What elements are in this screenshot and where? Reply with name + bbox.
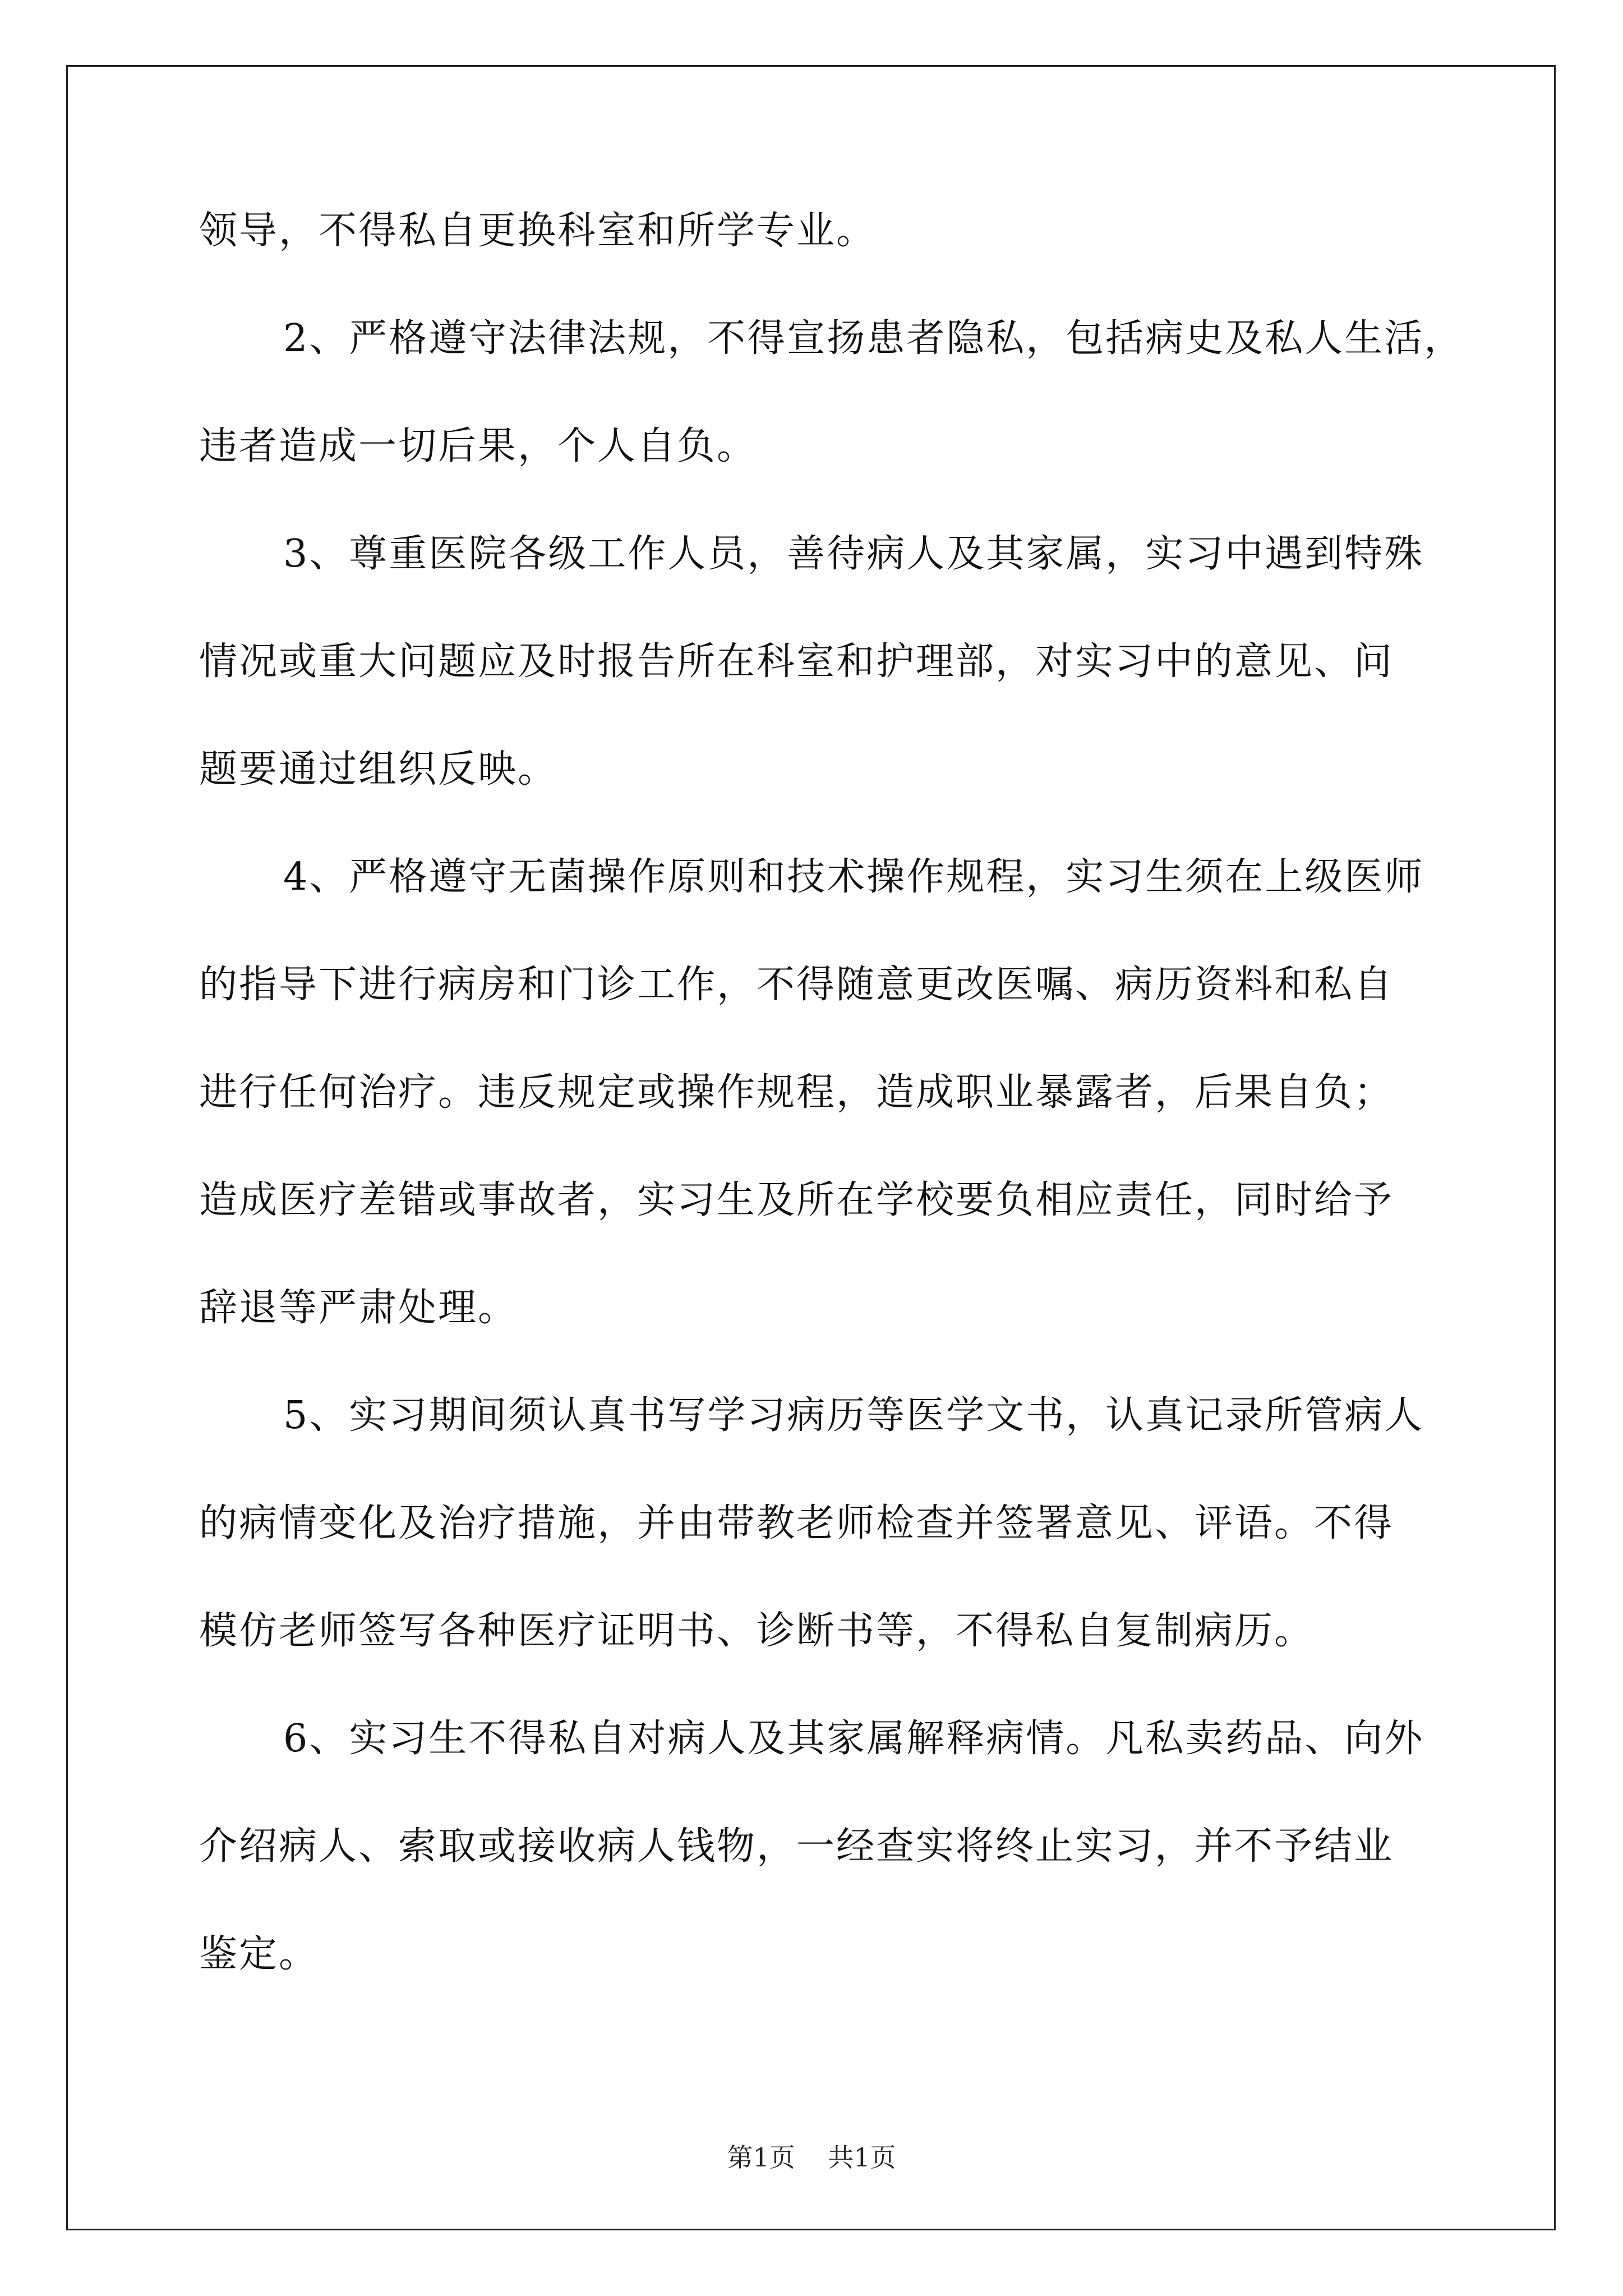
- page-frame: [66, 65, 1556, 2230]
- page-footer: [0, 2142, 1623, 2173]
- text-line: 3、尊重医院各级工作人员，善待病人及其家属，实习中遇到特殊: [283, 532, 1424, 576]
- text-line: 领导，不得私自更换科室和所学专业。: [199, 209, 877, 253]
- text-line: 6、实习生不得私自对病人及其家属解释病情。凡私卖药品、向外: [283, 1717, 1424, 1761]
- text-line: 模仿老师签写各种医疗证明书、诊断书等，不得私自复制病历。: [199, 1609, 1315, 1653]
- text-line: 4、严格遵守无菌操作原则和技术操作规程，实习生须在上级医师: [283, 855, 1424, 899]
- text-line: 2、严格遵守法律法规，不得宣扬患者隐私，包括病史及私人生活，: [283, 316, 1464, 361]
- text-line: 5、实习期间须认真书写学习病历等医学文书，认真记录所管病人: [283, 1393, 1424, 1438]
- text-line: 的指导下进行病房和门诊工作，不得随意更改医嘱、病历资料和私自: [199, 963, 1394, 1007]
- text-line: 的病情变化及治疗措施，并由带教老师检查并签署意见、评语。不得: [199, 1501, 1394, 1545]
- text-line: 违者造成一切后果，个人自负。: [199, 424, 757, 468]
- text-line: 进行任何治疗。违反规定或操作规程，造成职业暴露者，后果自负；: [199, 1070, 1394, 1115]
- text-line: 情况或重大问题应及时报告所在科室和护理部，对实习中的意见、问: [199, 639, 1394, 684]
- page-total: 共1页: [828, 2142, 896, 2173]
- text-line: 造成医疗差错或事故者，实习生及所在学校要负相应责任，同时给予: [199, 1178, 1394, 1222]
- text-line: 介绍病人、索取或接收病人钱物，一经查实将终止实习，并不予结业: [199, 1824, 1394, 1869]
- text-line: 题要通过组织反映。: [199, 747, 558, 792]
- text-line: 辞退等严肃处理。: [199, 1286, 518, 1330]
- text-line: 鉴定。: [199, 1932, 319, 1976]
- page-number: 第1页: [727, 2142, 795, 2173]
